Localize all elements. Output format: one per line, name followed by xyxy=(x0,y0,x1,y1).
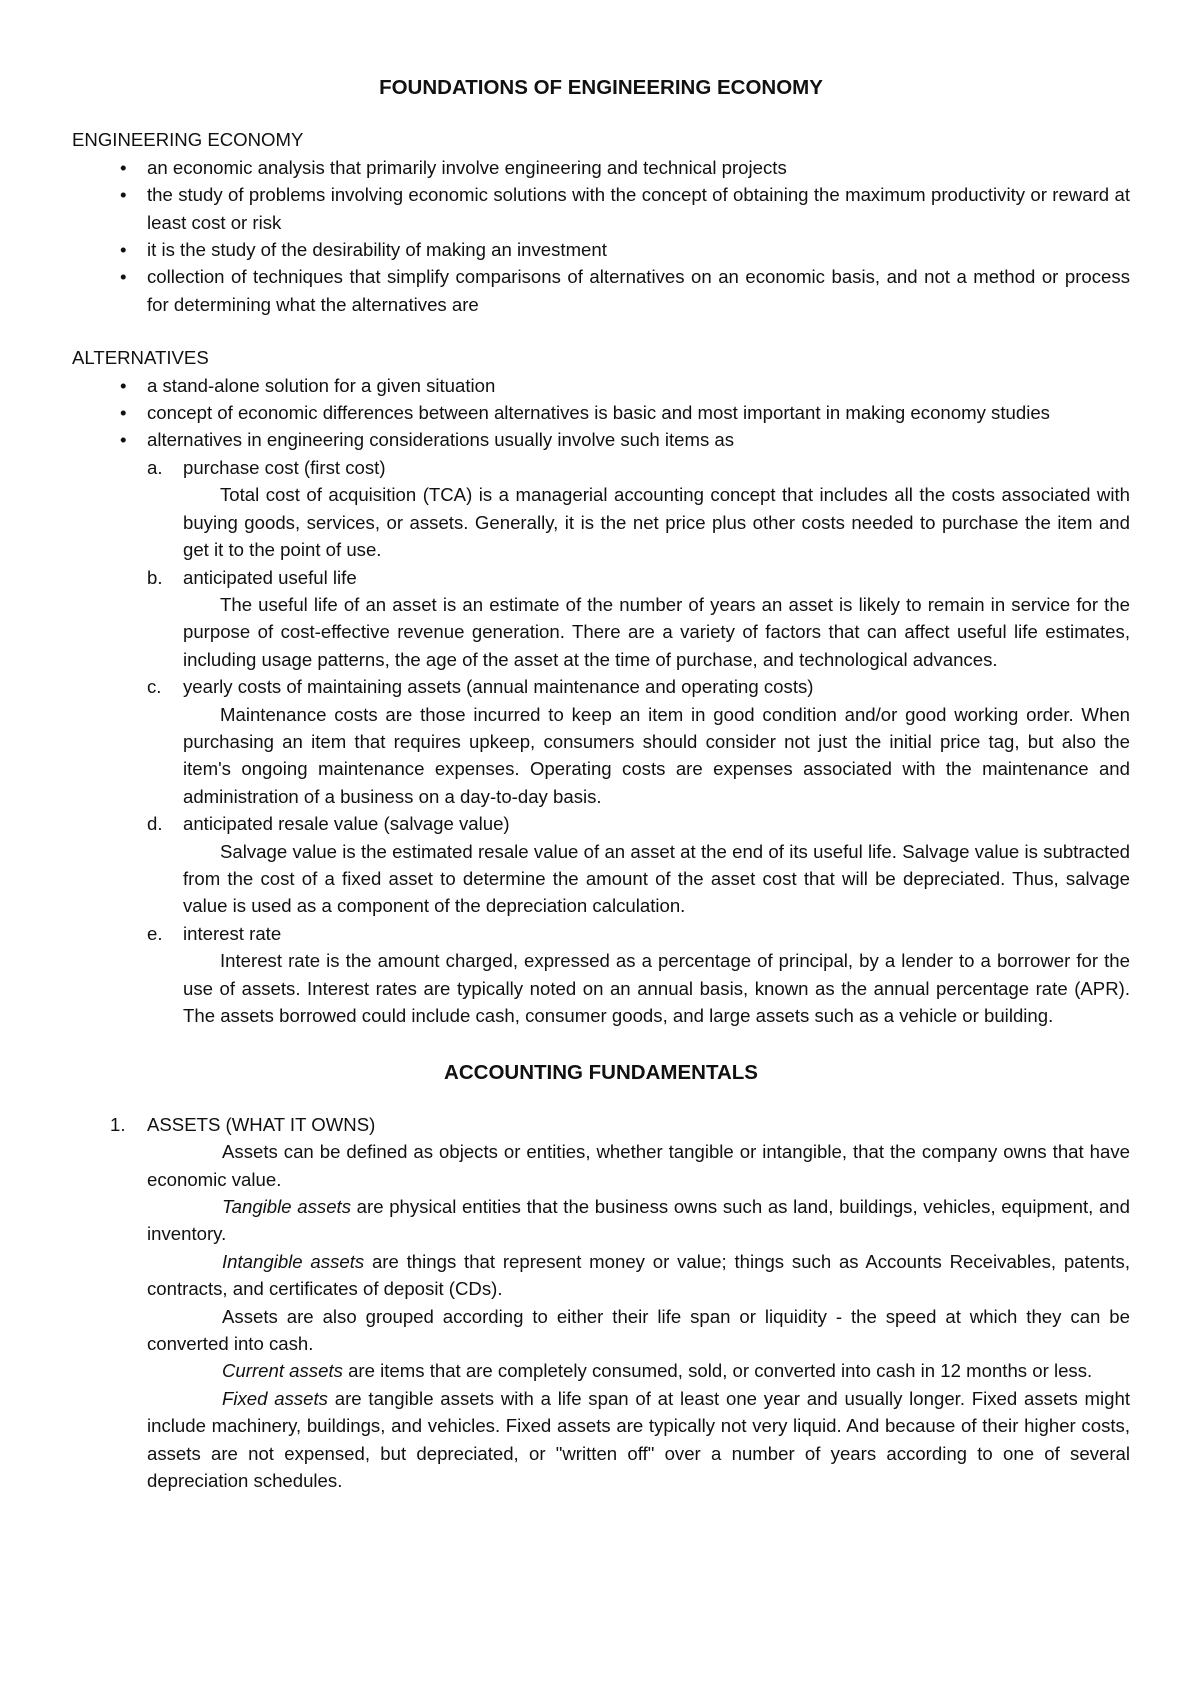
engineering-economy-list xyxy=(72,154,1130,318)
item-title: interest rate xyxy=(183,922,282,944)
alternatives-list xyxy=(72,372,1130,454)
current-assets-paragraph xyxy=(147,1357,1130,1384)
cost-item-interest-rate xyxy=(72,920,1130,1030)
section-heading-accounting: ACCOUNTING FUNDAMENTALS xyxy=(444,1061,758,1085)
item-title: anticipated resale value (salvage value) xyxy=(183,813,510,835)
cost-item-purchase-cost xyxy=(72,454,1130,564)
intangible-assets-text: are things that represent money or value; things such as Accounts Receivables, patents, contracts, and certificates of deposit (CDs). xyxy=(147,1250,1131,1300)
cost-item-salvage-value xyxy=(72,810,1130,920)
section-heading-alternatives: ALTERNATIVES xyxy=(72,347,209,369)
intangible-assets-paragraph xyxy=(147,1248,1130,1303)
bullet-icon: • xyxy=(120,156,127,178)
item-title: purchase cost (first cost) xyxy=(183,456,386,478)
item-letter: b. xyxy=(147,566,163,588)
assets-definition: Assets can be defined as objects or entities, whether tangible or intangible, that the company owns that have economic value. xyxy=(147,1141,1130,1190)
current-assets-text: are items that are completely consumed, sold, or converted into cash in 12 months or less. xyxy=(342,1360,1093,1382)
item-letter: e. xyxy=(147,922,163,944)
term-intangible-assets: Intangible assets xyxy=(222,1250,365,1272)
item-title: yearly costs of maintaining assets (annual maintenance and operating costs) xyxy=(183,676,814,698)
list-item xyxy=(72,426,1130,453)
cost-items-list xyxy=(72,454,1130,1030)
bullet-icon: • xyxy=(120,374,127,396)
list-item xyxy=(72,263,1130,318)
list-item-text: a stand-alone solution for a given situation xyxy=(147,374,496,396)
item-title: anticipated useful life xyxy=(183,566,357,588)
bullet-icon: • xyxy=(120,184,127,206)
item-description: Salvage value is the estimated resale value of an asset at the end of its useful life. Salvage value is subtracted from the cost of a fixed asset to determine the amount of the asset cost that will be depreciated. Thus, salvage value is used as a component of the depreciation calculation. xyxy=(183,840,1130,917)
list-item xyxy=(72,372,1130,399)
item-number: 1. xyxy=(110,1113,126,1135)
list-item xyxy=(72,399,1130,426)
bullet-icon: • xyxy=(120,429,127,451)
cost-item-useful-life xyxy=(72,564,1130,674)
section-heading-engineering-economy: ENGINEERING ECONOMY xyxy=(72,129,304,151)
list-item-text: concept of economic differences between alternatives is basic and most important in making economy studies xyxy=(147,402,1050,424)
bullet-icon: • xyxy=(120,266,127,288)
list-item-text: an economic analysis that primarily involve engineering and technical projects xyxy=(147,156,787,178)
bullet-icon: • xyxy=(120,239,127,261)
list-item xyxy=(72,181,1130,236)
item-description: The useful life of an asset is an estimate of the number of years an asset is likely to remain in service for the purpose of cost-effective revenue generation. There are a variety of factors that can affect useful life estimates, including usage patterns, the age of the asset at the time of purchase, and technological advances. xyxy=(183,593,1130,670)
term-fixed-assets: Fixed assets xyxy=(222,1387,328,1409)
list-item-text: the study of problems involving economic solutions with the concept of obtaining the maximum productivity or reward at least cost or risk xyxy=(147,184,1130,233)
assets-heading: ASSETS (WHAT IT OWNS) xyxy=(147,1113,376,1135)
list-item-text: it is the study of the desirability of making an investment xyxy=(147,239,607,261)
item-description: Maintenance costs are those incurred to keep an item in good condition and/or good working order. When purchasing an item that requires upkeep, consumers should consider not just the initial price tag, but also the item's ongoing maintenance expenses. Operating costs are expenses associated with the maintenance and administration of a business on a day-to-day basis. xyxy=(183,703,1130,807)
item-description: Interest rate is the amount charged, expressed as a percentage of principal, by a lender to a borrower for the use of assets. Interest rates are typically noted on an annual basis, known as the annual percentage rate (APR). The assets borrowed could include cash, consumer goods, and large assets such as a vehicle or building. xyxy=(183,950,1130,1026)
list-item xyxy=(72,154,1130,181)
list-item xyxy=(72,236,1130,263)
term-current-assets: Current assets xyxy=(222,1360,343,1382)
item-description: Total cost of acquisition (TCA) is a managerial accounting concept that includes all the costs associated with buying goods, services, or assets. Generally, it is the net price plus other costs needed to purchase the item and get it to the point of use. xyxy=(183,484,1130,561)
term-tangible-assets: Tangible assets xyxy=(222,1196,352,1218)
asset-grouping-paragraph: Assets are also grouped according to either their life span or liquidity - the speed at which they can be converted into cash. xyxy=(147,1305,1130,1355)
item-letter: c. xyxy=(147,676,162,698)
tangible-assets-paragraph xyxy=(147,1193,1130,1248)
fixed-assets-text: are tangible assets with a life span of at least one year and usually longer. Fixed assets might include machinery, buildings, and vehicles. Fixed assets are typically not very liquid. And because of their higher costs, assets are not expensed, but depreciated, or "written off" over a number of years according to one of several depreciation schedules. xyxy=(147,1387,1130,1492)
item-letter: a. xyxy=(147,456,163,478)
tangible-assets-text: are physical entities that the business owns such as land, buildings, vehicles, equipment, and inventory. xyxy=(147,1196,1130,1245)
spacer xyxy=(72,318,1130,344)
list-item-text: alternatives in engineering considerations usually involve such items as xyxy=(147,429,735,451)
assets-section xyxy=(72,1111,1130,1495)
item-letter: d. xyxy=(147,813,163,835)
bullet-icon: • xyxy=(120,402,127,424)
cost-item-maintenance xyxy=(72,673,1130,810)
page-title: FOUNDATIONS OF ENGINEERING ECONOMY xyxy=(379,76,823,99)
list-item-text: collection of techniques that simplify comparisons of alternatives on an economic basis, and not a method or process for determining what the alternatives are xyxy=(147,266,1130,315)
fixed-assets-paragraph xyxy=(147,1385,1130,1495)
